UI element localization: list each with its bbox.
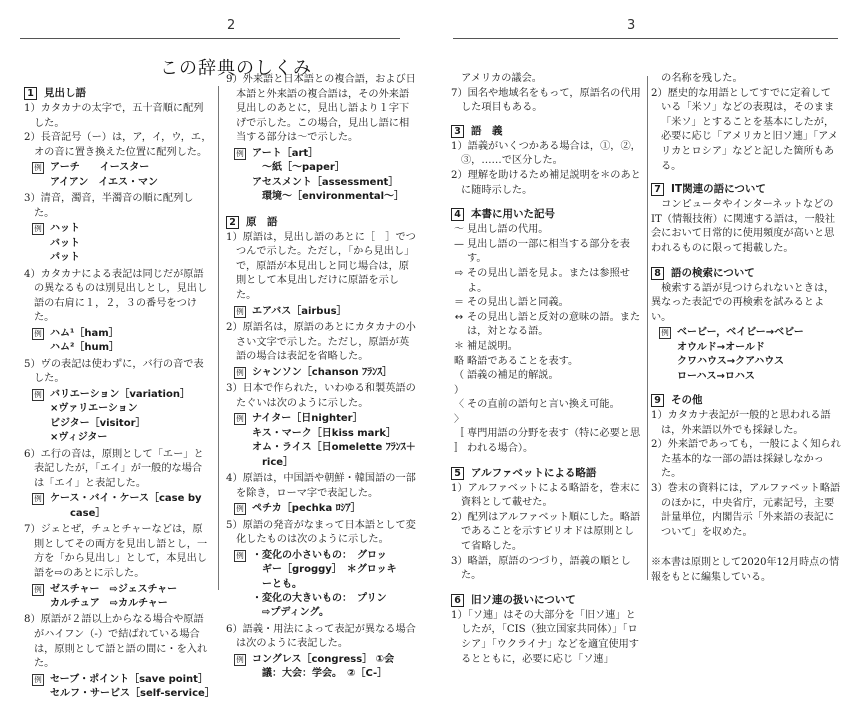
example-line: ナイター［日nighter］ bbox=[252, 413, 363, 425]
example-mark: 例 bbox=[234, 503, 246, 515]
example-lines bbox=[252, 366, 416, 380]
section-title: 原 語 bbox=[246, 215, 278, 228]
section-8 bbox=[651, 266, 841, 384]
example-lines bbox=[677, 326, 841, 384]
example-block bbox=[24, 583, 212, 612]
section-4 bbox=[451, 207, 643, 457]
right-page bbox=[425, 0, 850, 665]
example-lines bbox=[50, 673, 215, 702]
page-number-right: 3 bbox=[627, 18, 636, 33]
symbol-row bbox=[451, 398, 643, 427]
example-line: アーチ イースター bbox=[50, 162, 150, 174]
example-line: オム・ライス［日omelette ﾌﾗﾝｽ＋ bbox=[252, 442, 416, 454]
symbol-description: 略語であることを表す。 bbox=[467, 355, 579, 367]
paragraph: コンピュータやインターネットなどのIT（情報技術）に関連する語は，一般社会において日常的に使用頻度が高いと思われるものに限って掲載した。 bbox=[651, 199, 836, 254]
symbol-description: その直前の語句と言い換え可能。 bbox=[467, 399, 620, 411]
example-mark: 例 bbox=[234, 654, 246, 666]
example-block bbox=[24, 161, 212, 190]
example-line: ハム²［hum］ bbox=[50, 342, 120, 354]
symbol-glyph: 〚 〛 bbox=[454, 428, 464, 455]
example-lines bbox=[252, 502, 416, 516]
section-title: IT関連の語について bbox=[671, 183, 766, 196]
example-line: ローハス→ロハス bbox=[677, 370, 755, 382]
list-item: 8）原語が２語以上からなる場合や原語がハイフン（-）で結ばれている場合は，原則として語と語の間に・を入れた。 bbox=[24, 614, 208, 670]
symbol-glyph: — bbox=[454, 238, 464, 250]
list-item: 3）巻末の資料には，アルファベット略語のほかに，中央省庁，元素記号，主要計量単位，内閣告示「外来語の表記について」を収めた。 bbox=[651, 482, 841, 538]
symbol-description: 見出し語の代用。 bbox=[467, 224, 549, 236]
page-number-left: 2 bbox=[227, 18, 236, 33]
list-item: 2）原語名は，原語のあとにカタカナの小さい文字で示した。ただし，原語が英語の場合は表記を省略した。 bbox=[226, 321, 416, 363]
example-line: オウルド→オールド bbox=[677, 341, 765, 353]
list-item: 9）外来語と日本語との複合語，および日本語と外来語の複合語は，その外来語見出しのあとに，見出し語より１字下げで示した。この場合，見出し語に相当する部分は〜で示した。 bbox=[226, 74, 416, 144]
example-lines bbox=[252, 305, 416, 319]
example-lines bbox=[252, 549, 416, 621]
symbol-row bbox=[451, 267, 643, 296]
section-heading bbox=[651, 266, 841, 281]
list-item: 7）国名や地域名をもって，原語名の代用した項目もある。 bbox=[451, 87, 641, 114]
symbol-glyph: 略 bbox=[454, 355, 464, 367]
list-item: 2）配列はアルファベット順にした。略語であることを示すピリオドは原則として省略した。 bbox=[451, 511, 641, 553]
list-item: 2）歴史的な用語としてすでに定着している「米ソ」などの表現は，そのまま「米ソ」とすることを基本にしたが，必要に応じ「アメリカと旧ソ連」「アメリカとロシア」などと記した箇所もある。 bbox=[651, 87, 838, 172]
section-number: 6 bbox=[451, 594, 464, 607]
example-line: ゼスチャー ⇨ジェスチャー bbox=[50, 583, 178, 595]
paragraph: 検索する語が見つけられないときは，異なった表記での再検索を試みるとよい。 bbox=[651, 282, 835, 323]
spacer bbox=[651, 174, 841, 182]
left-column-1 bbox=[24, 86, 215, 711]
list-item: 5）原語の発音がなまって日本語として変化したものは次のように示した。 bbox=[226, 519, 416, 546]
example-block bbox=[226, 502, 416, 516]
example-mark: 例 bbox=[234, 306, 246, 318]
example-mark: 例 bbox=[32, 223, 44, 235]
example-line: セーブ・ポイント［save point］ bbox=[50, 673, 208, 685]
example-line: コングレス［congress］ ①会 bbox=[252, 653, 395, 665]
example-block bbox=[226, 366, 416, 380]
section-title: 語 義 bbox=[471, 124, 503, 137]
spacer bbox=[226, 207, 416, 215]
section-1 bbox=[24, 86, 215, 702]
example-line: ギー［groggy］ ＊グロッキ bbox=[252, 564, 397, 576]
example-line: 〜紙［〜paper］ bbox=[252, 162, 345, 174]
example-mark: 例 bbox=[32, 162, 44, 174]
section-number: 5 bbox=[451, 467, 464, 480]
example-line: ケース・バイ・ケース［case by bbox=[50, 493, 202, 505]
symbol-description: その見出し語と同義。 bbox=[467, 297, 569, 309]
example-line: アート［art］ bbox=[252, 147, 319, 159]
symbol-row bbox=[451, 355, 643, 370]
example-lines bbox=[252, 147, 416, 205]
section-title: その他 bbox=[671, 393, 703, 406]
example-lines bbox=[50, 161, 212, 190]
symbol-row bbox=[451, 296, 643, 311]
section-heading bbox=[451, 207, 643, 222]
list-item: 1）「ソ連」はその大部分を「旧ソ連」としたが，「CIS（独立国家共同体）」「ロシア」「ウクライナ」などを適宜使用するとともに，必要に応じ「ソ連」 bbox=[451, 609, 639, 665]
section-number: 9 bbox=[651, 394, 664, 407]
example-line: ・変化の小さいもの： グロッ bbox=[252, 549, 387, 561]
section-number: 8 bbox=[651, 267, 664, 280]
section-title: 見出し語 bbox=[44, 87, 86, 99]
list-item: 3）清音，濁音，半濁音の順に配列した。 bbox=[24, 193, 194, 219]
list-item: 2）長音記号（ー）は，ア，イ，ウ，エ，オの音に置き換えた位置に配列した。 bbox=[24, 132, 212, 158]
example-line: ・変化の大きいもの： プリン bbox=[252, 592, 387, 604]
example-mark: 例 bbox=[234, 148, 246, 160]
list-item: 7）ジェとぜ，チュとチャーなどは，原則としてその両方を見出し語とし，一方を「から見出し」として，本見出し語を⇨のあとに示した。 bbox=[24, 524, 208, 579]
section-3 bbox=[451, 124, 643, 198]
spacer bbox=[451, 116, 643, 124]
example-line: クワハウス→クアハウス bbox=[677, 356, 784, 368]
example-block bbox=[24, 388, 212, 446]
example-line: バリエーション［variation］ bbox=[50, 388, 190, 400]
section-9 bbox=[651, 393, 841, 540]
symbol-glyph: 〈 〉 bbox=[454, 399, 464, 425]
section-title: アルファベットによる略語 bbox=[471, 466, 597, 479]
example-line: アイアン イエス・マン bbox=[50, 176, 158, 188]
section-title: 旧ソ連の扱いについて bbox=[471, 593, 576, 606]
example-line: ベービー，ベイビー→ベビー bbox=[677, 327, 804, 339]
footnote: ※本書は原則として2020年12月時点の情報をもとに編集している。 bbox=[651, 557, 840, 583]
example-lines bbox=[50, 492, 212, 521]
example-lines bbox=[50, 388, 212, 446]
symbol-glyph: ↔ bbox=[454, 311, 464, 323]
symbol-description: その見出し語を見よ。または参照せよ。 bbox=[467, 267, 630, 294]
example-mark: 例 bbox=[234, 413, 246, 425]
symbol-glyph: ⇨ bbox=[454, 267, 464, 279]
section-heading bbox=[226, 215, 416, 230]
example-lines bbox=[50, 583, 212, 612]
symbol-row bbox=[451, 427, 643, 456]
example-line: 議：大会：学会。 ②［C-］ bbox=[252, 668, 388, 680]
section-heading bbox=[24, 86, 212, 101]
example-block bbox=[24, 222, 212, 265]
column-divider-right bbox=[647, 76, 648, 580]
symbol-glyph: 〜 bbox=[454, 224, 464, 236]
section-number: 1 bbox=[24, 87, 37, 100]
example-line: アセスメント［assessment］ bbox=[252, 176, 399, 188]
example-line: ⇨プディング。 bbox=[252, 607, 329, 619]
example-line: ペチカ［pechka ﾛｼｱ］ bbox=[252, 503, 361, 515]
example-lines bbox=[50, 222, 212, 265]
list-item: 4）原語は，中国語や朝鮮・韓国語の一部を除き，ローマ字で表記した。 bbox=[226, 472, 416, 499]
example-block bbox=[226, 412, 416, 470]
example-line: ×ヴィジター bbox=[50, 432, 108, 444]
example-line: ハット bbox=[50, 223, 80, 235]
continued-text: アメリカの議会。 bbox=[451, 73, 542, 84]
list-item: 1）語義がいくつかある場合は，①，②，③，……で区分した。 bbox=[451, 140, 641, 167]
symbol-row bbox=[451, 340, 643, 355]
symbol-description: その見出し語と反対の意味の語。または，対となる語。 bbox=[467, 311, 641, 338]
list-item: 1）アルファベットによる略語を，巻末に資料として載せた。 bbox=[451, 482, 641, 509]
example-mark: 例 bbox=[32, 674, 44, 686]
example-block bbox=[226, 549, 416, 621]
section-2 bbox=[226, 215, 416, 682]
symbol-description: 補足説明。 bbox=[467, 340, 518, 352]
list-item: 6）エ行の音は，原則として「エー」と表記したが，「エイ」が一般的な場合は「エイ」と表記した。 bbox=[24, 448, 204, 489]
example-line: ビジター［visitor］ bbox=[50, 417, 146, 429]
section-heading bbox=[451, 593, 643, 608]
header-rule-right bbox=[453, 38, 838, 39]
example-line: カルチュア ⇨カルチャー bbox=[50, 597, 168, 609]
symbol-description: 語義の補足的解説。 bbox=[467, 370, 559, 382]
left-column-2 bbox=[226, 73, 416, 691]
section-heading bbox=[651, 393, 841, 408]
list-item: 3）日本で作られた，いわゆる和製英語のたぐいは次のように示した。 bbox=[226, 383, 416, 409]
symbol-row bbox=[451, 369, 643, 398]
left-page bbox=[0, 0, 425, 700]
right-column-1 bbox=[451, 72, 643, 676]
example-line: バット bbox=[50, 237, 80, 249]
section-heading bbox=[651, 182, 841, 197]
page-title: この辞典のしくみ bbox=[160, 58, 312, 79]
section-title: 語の検索について bbox=[671, 266, 755, 279]
example-block bbox=[226, 653, 416, 682]
example-line: ーとも。 bbox=[252, 578, 302, 590]
column-divider-left bbox=[218, 86, 219, 590]
list-item: 3）略語，原語のつづり，語義の順とした。 bbox=[451, 555, 631, 582]
example-block bbox=[651, 326, 841, 384]
section-number: 3 bbox=[451, 125, 464, 138]
list-item: 2）理解を助けるため補足説明を＊のあとに随時示した。 bbox=[451, 169, 641, 196]
section-number: 7 bbox=[651, 183, 664, 196]
example-lines bbox=[50, 327, 212, 356]
right-column-2 bbox=[651, 72, 841, 549]
list-item: 1）原語は，見出し語のあとに［ ］でつつんで示した。ただし，「から見出し」で，原語が本見出しと同じ場合は，原則として本見出しだけに原語を示した。 bbox=[226, 231, 416, 301]
symbol-row bbox=[451, 311, 643, 340]
section-title: 本書に用いた記号 bbox=[471, 208, 555, 221]
continued-text: の名称を残した。 bbox=[651, 73, 743, 84]
section-6 bbox=[451, 593, 643, 667]
example-line: シャンソン［chanson ﾌﾗﾝｽ］ bbox=[252, 366, 393, 378]
symbol-description: 見出し語の一部に相当する部分を表す。 bbox=[467, 238, 630, 265]
example-line: エアバス［airbus］ bbox=[252, 305, 347, 317]
list-item: 1）カタカナ表記が一般的と思われる語は，外来語以外でも採録した。 bbox=[651, 409, 831, 436]
section-heading bbox=[451, 124, 643, 139]
example-mark: 例 bbox=[32, 389, 44, 401]
example-block bbox=[226, 305, 416, 319]
example-block bbox=[226, 147, 416, 205]
example-mark: 例 bbox=[32, 584, 44, 596]
list-item: 1）カタカナの太字で，五十音順に配列した。 bbox=[24, 103, 204, 129]
list-item: 4）カタカナによる表記は同じだが原語の異なるものは別見出しとし，見出し語の右肩に１，２，３の番号をつけた。 bbox=[24, 268, 208, 324]
section-7 bbox=[651, 182, 841, 256]
symbol-glyph: ＝ bbox=[454, 297, 464, 309]
example-line: 環境〜［environmental〜］ bbox=[252, 191, 405, 203]
example-block bbox=[24, 673, 215, 702]
example-mark: 例 bbox=[234, 550, 246, 562]
example-mark: 例 bbox=[32, 493, 44, 505]
example-line: ハム¹［ham］ bbox=[50, 327, 119, 339]
example-mark: 例 bbox=[234, 367, 246, 379]
symbol-glyph: （ ） bbox=[454, 370, 464, 396]
example-block bbox=[24, 327, 212, 356]
symbol-description: 専門用語の分野を表す（特に必要と思われる場合）。 bbox=[467, 428, 641, 455]
section-number: 2 bbox=[226, 216, 239, 229]
section-heading bbox=[451, 466, 643, 481]
symbol-row bbox=[451, 238, 643, 267]
example-line: パット bbox=[50, 252, 80, 264]
example-block bbox=[24, 492, 212, 521]
example-line: セルフ・サービス［self-service］ bbox=[50, 688, 215, 700]
header-rule-left bbox=[20, 38, 400, 39]
example-line: ×ヴァリエーション bbox=[50, 403, 138, 415]
list-item: 5）ヴの表記は使わずに，バ行の音で表した。 bbox=[24, 358, 204, 385]
example-lines bbox=[252, 412, 416, 470]
symbol-glyph: ＊ bbox=[454, 340, 464, 352]
example-line: rice］ bbox=[252, 456, 294, 468]
list-item: 6）語義・用法によって表記が異なる場合は次のように表記した。 bbox=[226, 623, 416, 650]
example-line: case］ bbox=[50, 507, 106, 519]
symbol-row bbox=[451, 223, 643, 238]
section-5 bbox=[451, 466, 643, 584]
example-mark: 例 bbox=[659, 327, 671, 339]
section-number: 4 bbox=[451, 208, 464, 221]
list-item: 2）外来語であっても，一般によく知られた基本的な一部の語は採録しなかった。 bbox=[651, 439, 841, 480]
example-mark: 例 bbox=[32, 328, 44, 340]
example-line: キス・マーク［日kiss mark］ bbox=[252, 427, 397, 439]
example-lines bbox=[252, 653, 416, 682]
